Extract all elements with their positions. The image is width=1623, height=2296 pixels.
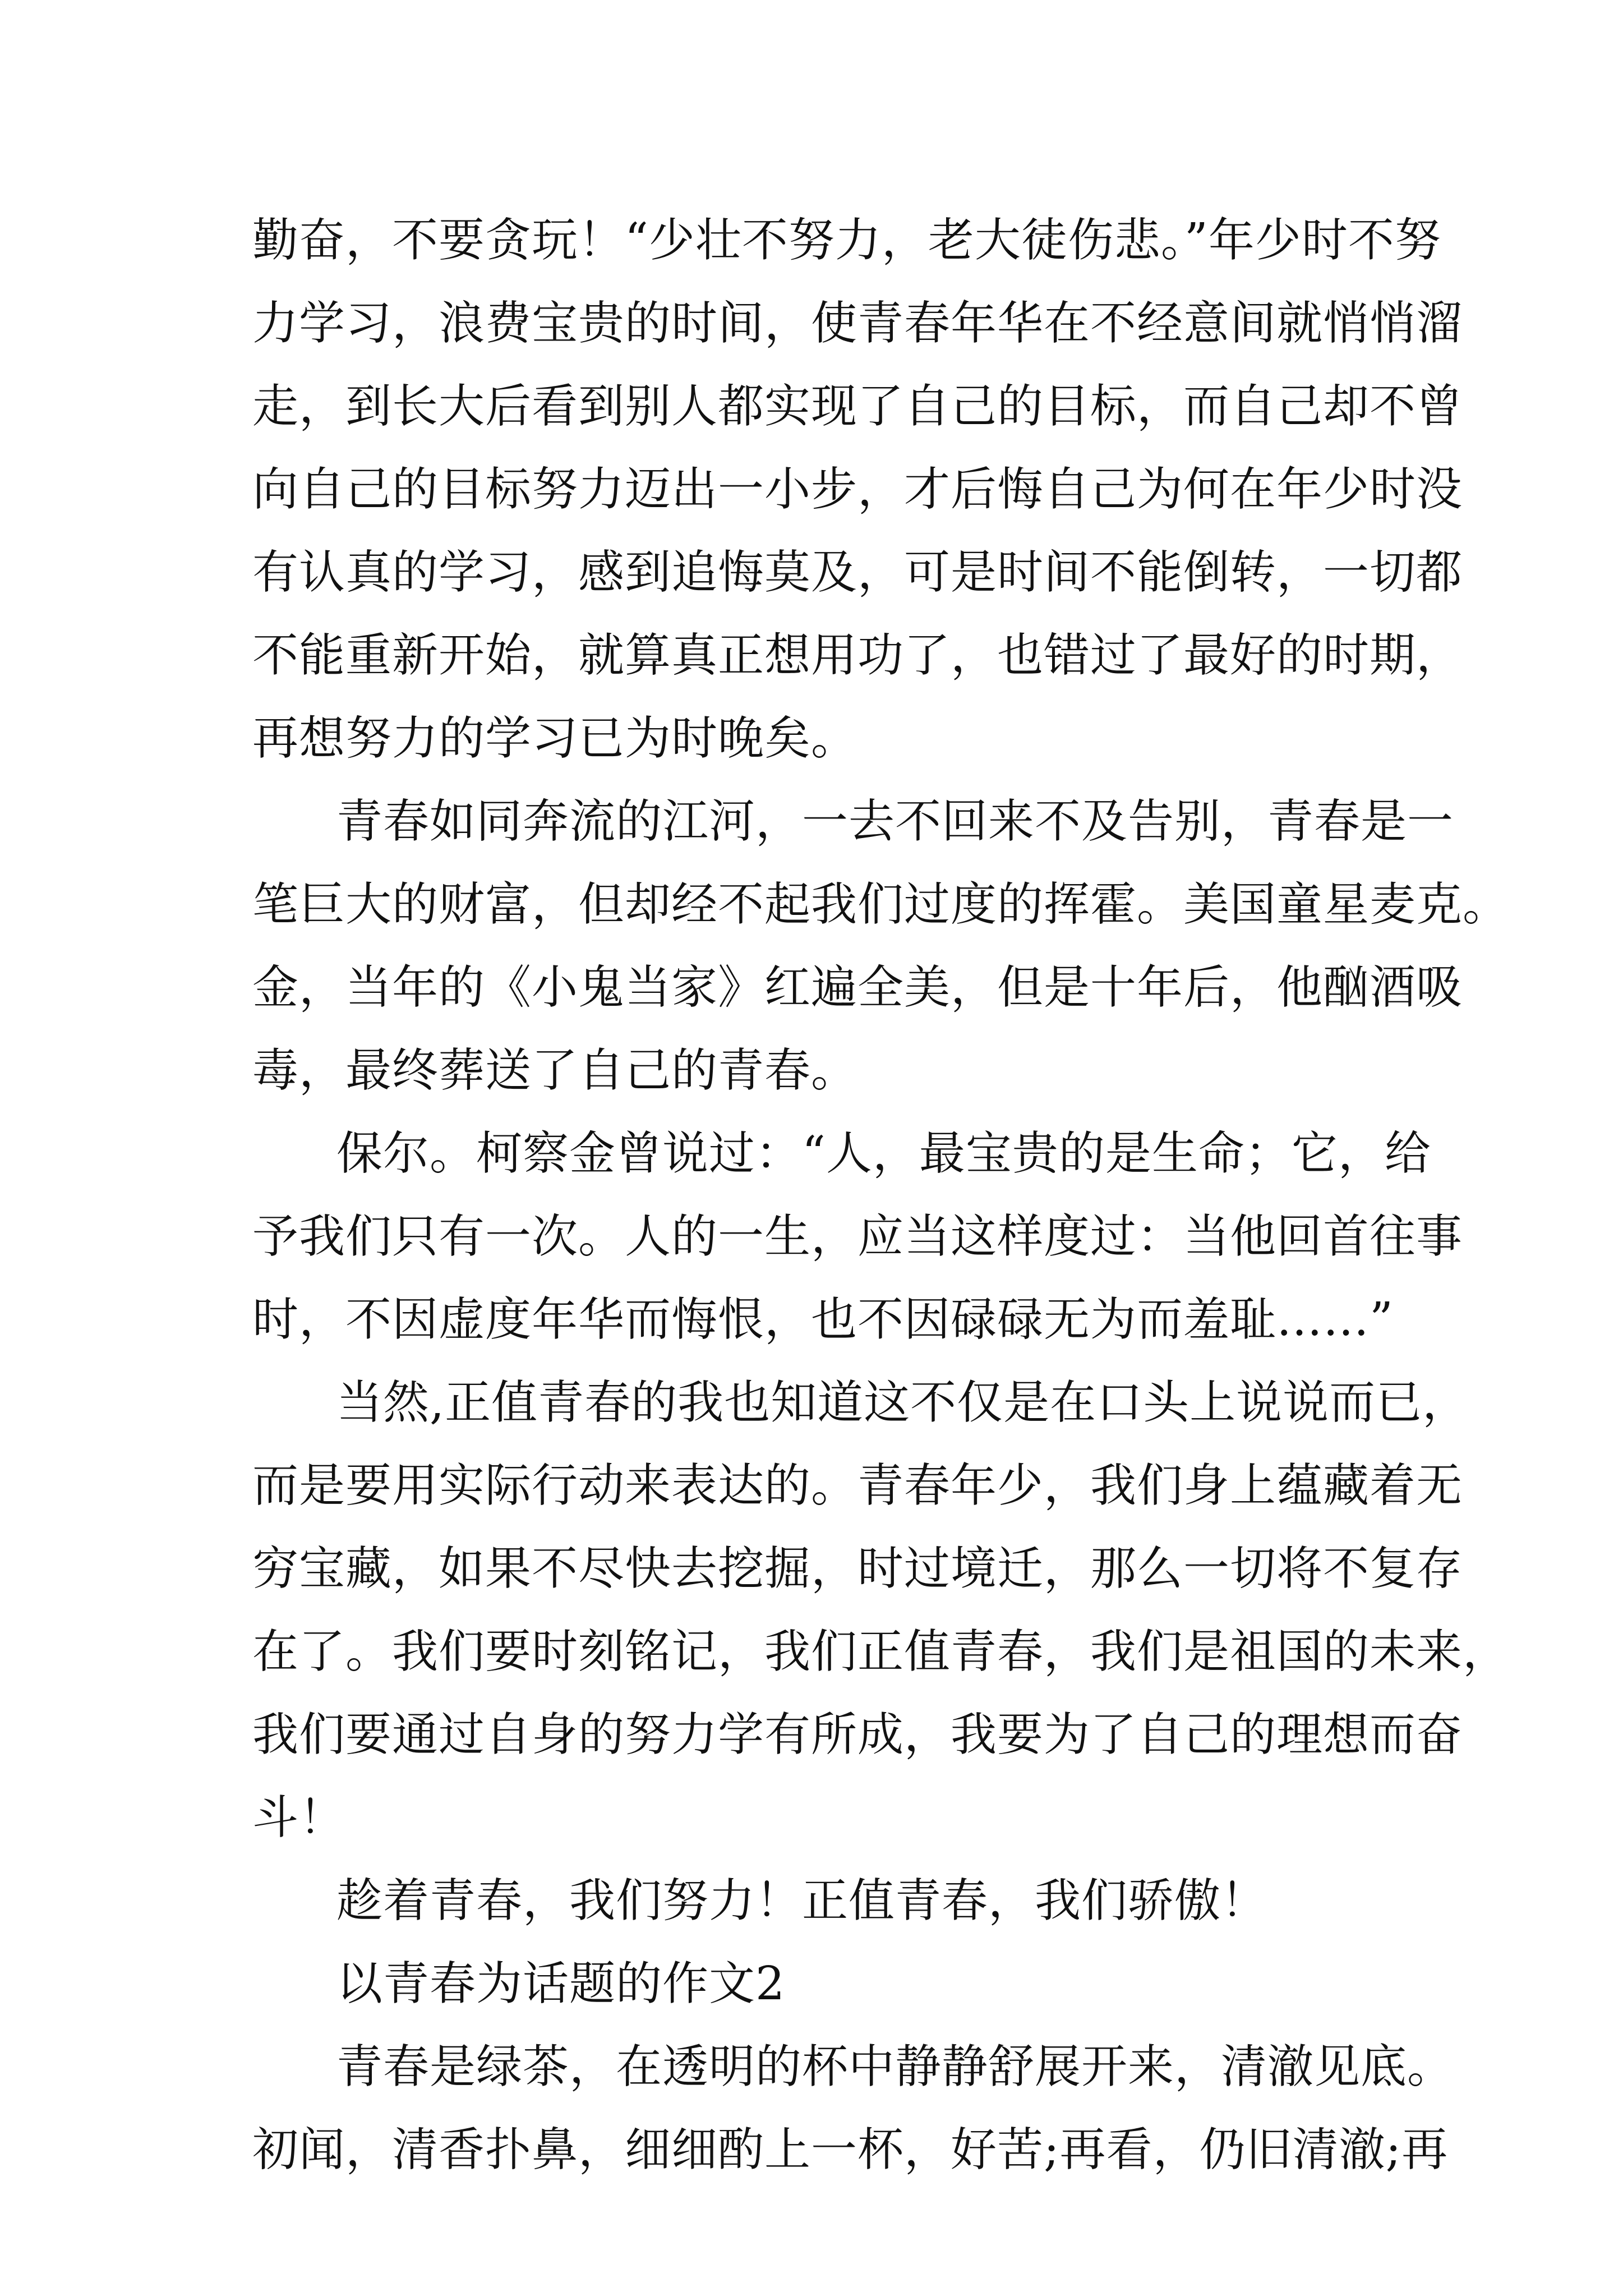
document-body [252, 199, 1510, 2192]
text-line: 而是要用实际行动来表达的。青春年少，我们身上蕴藏着无 [252, 1459, 1463, 1512]
text-line: 在了。我们要时刻铭记，我们正值青春，我们是祖国的未来， [252, 1625, 1510, 1678]
text-line: 向自己的目标努力迈出一小步，才后悔自己为何在年少时没 [252, 463, 1463, 516]
paragraph-first-line: 保尔。柯察金曾说过：“人，最宝贵的是生命；它，给 [336, 1127, 1431, 1180]
text-line: 走，到长大后看到别人都实现了自己的目标，而自己却不曾 [252, 380, 1463, 433]
text-line: 时，不因虚度年华而悔恨，也不因碌碌无为而羞耻……” [252, 1293, 1394, 1346]
text-line: 初闻，清香扑鼻，细细酌上一杯，好苦;再看，仍旧清澈;再 [252, 2123, 1449, 2177]
text-line: 斗！ [252, 1791, 346, 1844]
text-line: 予我们只有一次。人的一生，应当这样度过：当他回首往事 [252, 1210, 1463, 1263]
essay-heading: 以青春为话题的作文2 [336, 1957, 786, 2010]
text-line: 不能重新开始，就算真正想用功了，也错过了最好的时期， [252, 629, 1463, 682]
text-line: 再想努力的学习已为时晚矣。 [252, 712, 858, 765]
paragraph-first-line: 趁着青春，我们努力！正值青春，我们骄傲！ [336, 1874, 1268, 1927]
text-line: 笔巨大的财富，但却经不起我们过度的挥霍。美国童星麦克。 [252, 878, 1510, 931]
text-line: 力学习，浪费宝贵的时间，使青春年华在不经意间就悄悄溜 [252, 297, 1463, 350]
paragraph-first-line: 青春如同奔流的江河，一去不回来不及告别，青春是一 [336, 795, 1454, 848]
text-line: 勤奋，不要贪玩！“少壮不努力，老大徒伤悲。”年少时不努 [252, 214, 1441, 267]
text-line: 有认真的学习，感到追悔莫及，可是时间不能倒转，一切都 [252, 546, 1463, 599]
text-line: 毒，最终葬送了自己的青春。 [252, 1044, 858, 1097]
text-line: 穷宝藏，如果不尽快去挖掘，时过境迁，那么一切将不复存 [252, 1542, 1463, 1595]
paragraph-first-line: 青春是绿茶，在透明的杯中静静舒展开来，清澈见底。 [336, 2040, 1454, 2093]
paragraph-first-line: 当然,正值青春的我也知道这不仅是在口头上说说而已， [336, 1376, 1469, 1429]
text-line: 金，当年的《小鬼当家》红遍全美，但是十年后，他酗酒吸 [252, 961, 1463, 1014]
text-line: 我们要通过自身的努力学有所成，我要为了自己的理想而奋 [252, 1708, 1463, 1761]
